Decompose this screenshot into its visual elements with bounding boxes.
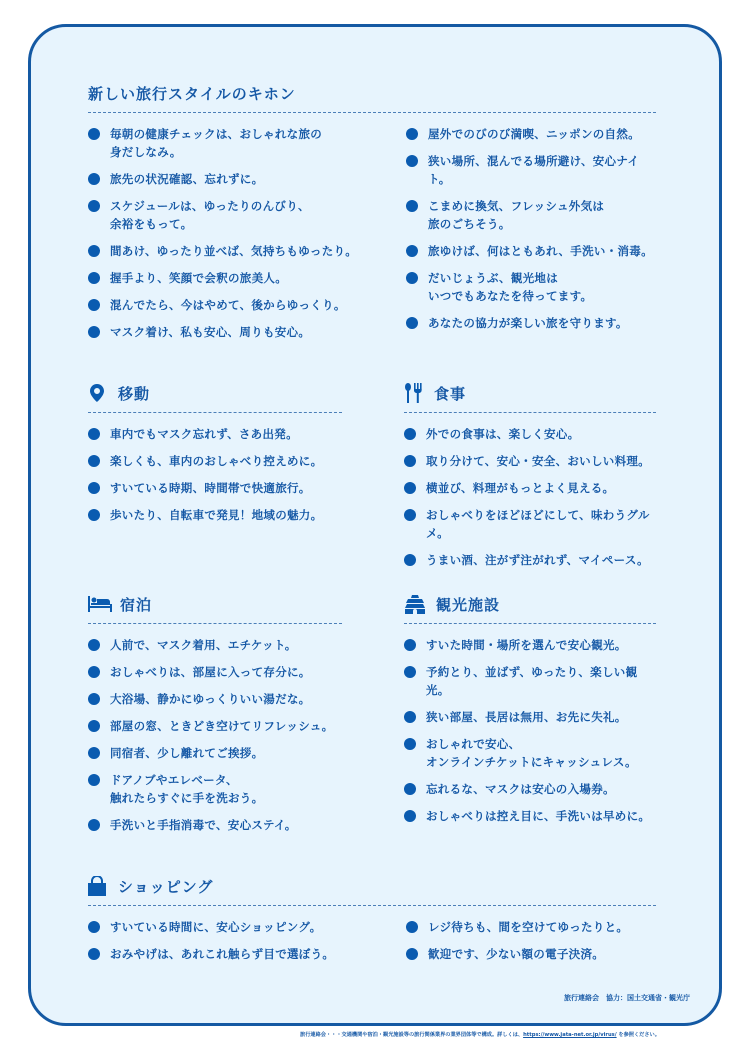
dining-list: [404, 425, 656, 569]
transport-title: 移動: [118, 384, 151, 403]
list-item: レジ待ちも、間を空けてゆったりと。: [406, 918, 656, 936]
list-item: 毎朝の健康チェックは、おしゃれな旅の 身だしなみ。: [88, 125, 406, 161]
credit-line: 旅行連絡会 協力：国土交通省・観光庁: [564, 994, 690, 1002]
list-item: 旅ゆけば、何はともあれ、手洗い・消毒。: [406, 242, 656, 260]
list-item: すいている時期、時間帯で快適旅行。: [88, 479, 342, 497]
transport-section: [88, 382, 342, 533]
shopping-title: ショッピング: [118, 877, 214, 896]
transport-list: [88, 425, 342, 524]
castle-icon: [404, 594, 426, 614]
list-item: 車内でもマスク忘れず、さあ出発。: [88, 425, 342, 443]
list-item: こまめに換気、フレッシュ外気は 旅のごちそう。: [406, 197, 656, 233]
footnote: [300, 1031, 660, 1038]
list-item: うまい酒、注がず注がれず、マイペース。: [404, 551, 656, 569]
list-item: 横並び、料理がもっとよく見える。: [404, 479, 656, 497]
footnote-link[interactable]: https://www.jata-net.or.jp/virus/: [523, 1032, 617, 1038]
list-item: 外での食事は、楽しく安心。: [404, 425, 656, 443]
list-item: 同宿者、少し離れてご挨拶。: [88, 744, 342, 762]
list-item: 混んでたら、今はやめて、後からゆっくり。: [88, 296, 406, 314]
list-item: 大浴場、静かにゆっくりいい湯だな。: [88, 690, 342, 708]
list-item: 人前で、マスク着用、エチケット。: [88, 636, 342, 654]
list-item: スケジュールは、ゆったりのんびり、 余裕をもって。: [88, 197, 406, 233]
divider: [88, 112, 656, 113]
footnote-text: 旅行連絡会・・・交通機関や宿泊・観光施設等の旅行関係業界の業界団体等で構成。詳しくは、: [300, 1032, 524, 1038]
list-item: 屋外でのびのび満喫、ニッポンの自然。: [406, 125, 656, 143]
basics-left-list: [88, 125, 406, 350]
list-item: 握手より、笑顔で会釈の旅美人。: [88, 269, 406, 287]
bed-icon: [88, 594, 112, 614]
utensils-icon: [404, 383, 422, 403]
list-item: 取り分けて、安心・安全、おいしい料理。: [404, 452, 656, 470]
divider: [404, 623, 656, 624]
dining-title: 食事: [434, 384, 467, 403]
basics-right-list: [406, 125, 656, 350]
list-item: 旅先の状況確認、忘れずに。: [88, 170, 406, 188]
list-item: マスク着け、私も安心、周りも安心。: [88, 323, 406, 341]
shopping-right-list: [406, 918, 656, 972]
list-item: すいた時間・場所を選んで安心観光。: [404, 636, 656, 654]
list-item: ドアノブやエレベータ、 触れたらすぐに手を洗おう。: [88, 771, 342, 807]
list-item: おみやげは、あれこれ触らず目で選ぼう。: [88, 945, 406, 963]
divider: [404, 412, 656, 413]
divider: [88, 623, 342, 624]
shopping-bag-icon: [88, 876, 106, 896]
list-item: 手洗いと手指消毒で、安心ステイ。: [88, 816, 342, 834]
lodging-title: 宿泊: [120, 595, 153, 614]
list-item: おしゃれで安心、 オンラインチケットにキャッシュレス。: [404, 735, 656, 771]
list-item: だいじょうぶ、観光地は いつでもあなたを待ってます。: [406, 269, 656, 305]
list-item: すいている時間に、安心ショッピング。: [88, 918, 406, 936]
lodging-list: [88, 636, 342, 834]
list-item: おしゃべりは控え目に、手洗いは早めに。: [404, 807, 656, 825]
sightseeing-section: [404, 593, 656, 834]
basics-section: [88, 82, 656, 350]
list-item: 狭い場所、混んでる場所避け、安心ナイト。: [406, 152, 656, 188]
list-item: おしゃべりは、部屋に入って存分に。: [88, 663, 342, 681]
basics-title: [88, 82, 656, 104]
divider: [88, 412, 342, 413]
list-item: 忘れるな、マスクは安心の入場券。: [404, 780, 656, 798]
lodging-section: [88, 593, 342, 843]
list-item: 歓迎です、少ない額の電子決済。: [406, 945, 656, 963]
list-item: 楽しくも、車内のおしゃべり控えめに。: [88, 452, 342, 470]
dining-section: [404, 382, 656, 578]
shopping-left-list: [88, 918, 406, 972]
shopping-section: [88, 875, 656, 972]
list-item: 予約とり、並ばず、ゆったり、楽しい観光。: [404, 663, 656, 699]
basics-title-text: 新しい旅行スタイルのキホン: [88, 84, 296, 103]
list-item: 部屋の窓、ときどき空けてリフレッシュ。: [88, 717, 342, 735]
list-item: 間あけ、ゆったり並べば、気持ちもゆったり。: [88, 242, 406, 260]
footnote-suffix: を参照ください。: [616, 1032, 660, 1038]
map-pin-icon: [88, 383, 106, 403]
sightseeing-list: [404, 636, 656, 825]
list-item: あなたの協力が楽しい旅を守ります。: [406, 314, 656, 332]
list-item: 歩いたり、自転車で発見！地域の魅力。: [88, 506, 342, 524]
sightseeing-title: 観光施設: [436, 595, 501, 614]
divider: [88, 905, 656, 906]
list-item: 狭い部屋、長居は無用、お先に失礼。: [404, 708, 656, 726]
list-item: おしゃべりをほどほどにして、味わうグルメ。: [404, 506, 656, 542]
